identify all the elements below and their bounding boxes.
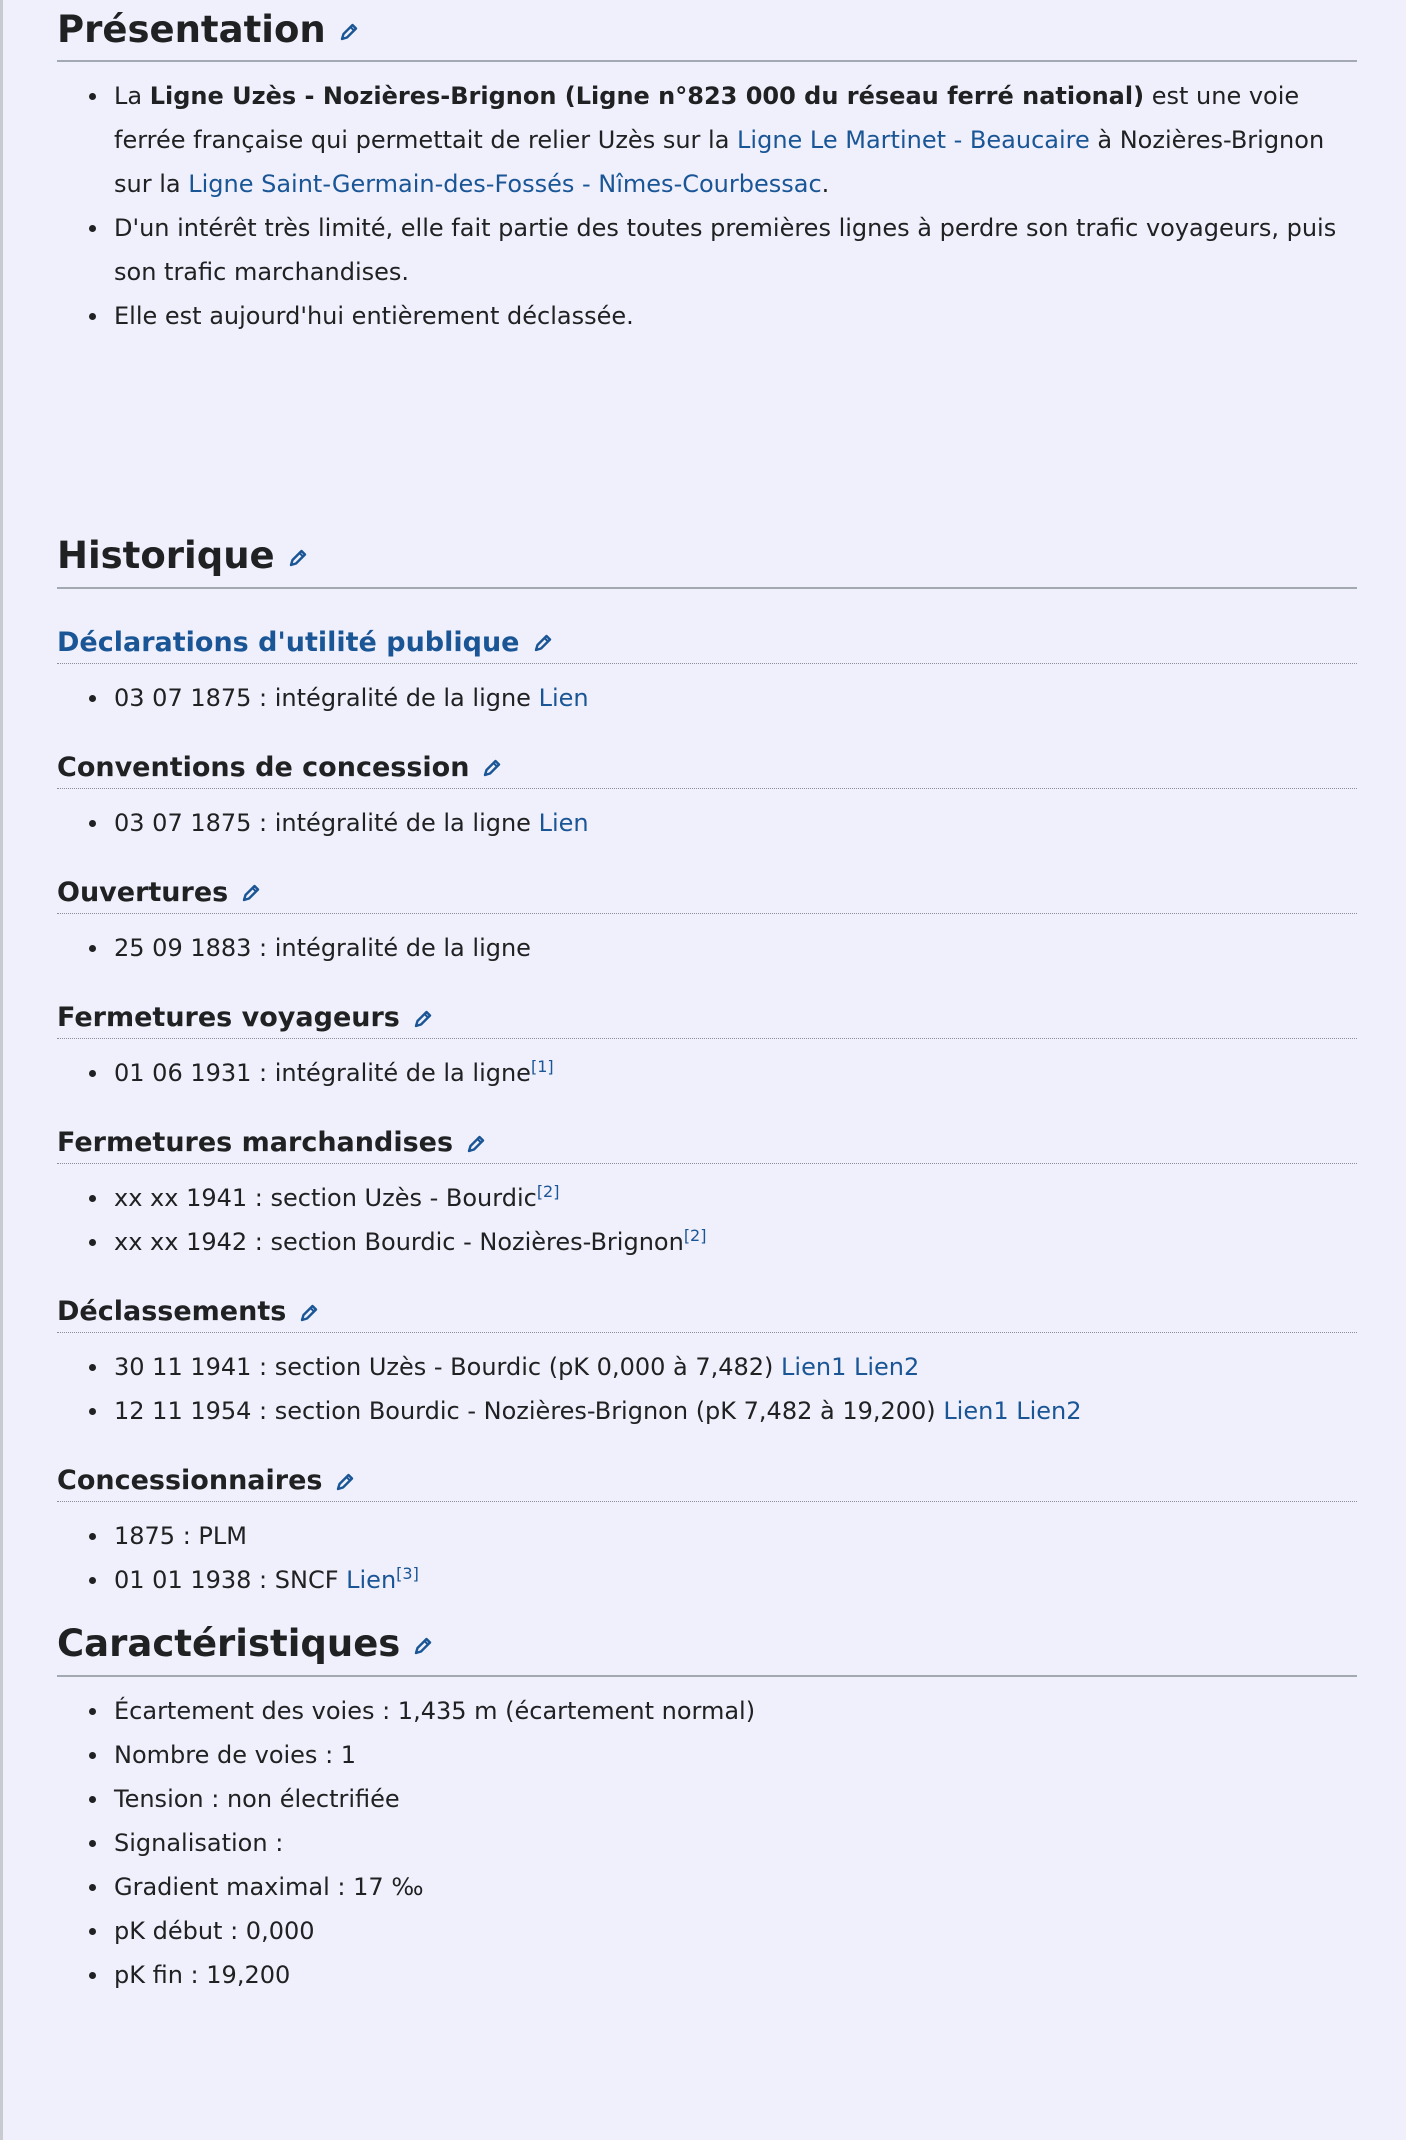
- caracteristiques-list: [57, 1689, 1357, 1997]
- reference-link[interactable]: [2]: [536, 1182, 560, 1202]
- section-title: Présentation: [57, 8, 326, 51]
- reference-link[interactable]: [1]: [530, 1057, 554, 1077]
- line-name-bold: Ligne Uzès - Nozières-Brignon (Ligne n°823 000 du réseau ferré national): [149, 82, 1145, 111]
- text: La: [114, 82, 150, 111]
- pencil-icon[interactable]: [338, 21, 360, 43]
- text: 01 01 1938 : SNCF: [114, 1566, 347, 1595]
- article-content: [57, 0, 1357, 1997]
- fermetures-voyageurs-list: [57, 1051, 1357, 1095]
- lien2-link[interactable]: Lien2: [853, 1353, 920, 1382]
- fermetures-marchandises-list: [57, 1176, 1357, 1264]
- text: 03 07 1875 : intégralité de la ligne: [114, 808, 539, 837]
- lien2-link[interactable]: Lien2: [1016, 1397, 1082, 1426]
- pencil-icon[interactable]: [412, 1008, 434, 1030]
- subsection-title: Fermetures voyageurs: [57, 1002, 400, 1034]
- lien-link[interactable]: Lien: [346, 1566, 397, 1595]
- list-item: [114, 1558, 1357, 1602]
- subsection-title: Déclassements: [57, 1296, 287, 1328]
- subsection-heading-conventions: [57, 750, 1357, 789]
- text: est une voie ferrée française qui permettait de relier Uzès sur la: [114, 82, 1300, 155]
- subsection-title: Conventions de concession: [57, 751, 470, 783]
- lien1-link[interactable]: Lien1: [943, 1397, 1009, 1426]
- list-item: D'un intérêt très limité, elle fait partie des toutes premières lignes à perdre son trafic voyageurs, puis son trafic marchandises.: [114, 206, 1357, 294]
- pencil-icon[interactable]: [465, 1133, 487, 1155]
- subsection-heading-ouvertures: [57, 875, 1357, 914]
- list-item: [114, 801, 1357, 845]
- text: à Nozières-Brignon sur la: [114, 126, 1325, 199]
- subsection-heading-fermetures-voyageurs: [57, 1000, 1357, 1039]
- declassements-list: [57, 1345, 1357, 1433]
- page-left-border: [0, 0, 3, 2140]
- subsection-title: Concessionnaires: [57, 1465, 323, 1497]
- list-item: [114, 676, 1357, 720]
- text: 30 11 1941 : section Uzès - Bourdic (pK 0,000 à 7,482): [114, 1353, 782, 1382]
- section-heading-historique: [57, 534, 1357, 588]
- section-title: Historique: [57, 534, 275, 578]
- subsection-heading-fermetures-marchandises: [57, 1125, 1357, 1164]
- list-item: [114, 1345, 1357, 1389]
- pencil-icon[interactable]: [334, 1471, 356, 1493]
- reference-link[interactable]: [2]: [683, 1226, 707, 1246]
- text: 03 07 1875 : intégralité de la ligne: [114, 683, 539, 712]
- list-item: pK fin : 19,200: [114, 1953, 1357, 1997]
- subsection-title: Ouvertures: [57, 876, 229, 908]
- list-item: [114, 1051, 1357, 1095]
- pencil-icon[interactable]: [481, 757, 503, 779]
- lien-link[interactable]: Lien: [538, 683, 589, 712]
- section-title: Caractéristiques: [57, 1622, 401, 1666]
- lien-link[interactable]: Lien: [538, 808, 589, 837]
- list-item: Écartement des voies : 1,435 m (écartement normal): [114, 1689, 1357, 1733]
- list-item: Signalisation :: [114, 1821, 1357, 1865]
- pencil-icon[interactable]: [532, 632, 554, 654]
- list-item: Nombre de voies : 1: [114, 1733, 1357, 1777]
- list-item: Elle est aujourd'hui entièrement déclassée.: [114, 294, 1357, 338]
- declarations-list: [57, 676, 1357, 720]
- subsection-heading-concessionnaires: [57, 1463, 1357, 1502]
- text: 01 06 1931 : intégralité de la ligne: [114, 1059, 531, 1088]
- ouvertures-list: [57, 926, 1357, 970]
- section-heading-presentation: [57, 8, 1357, 62]
- list-item: Tension : non électrifiée: [114, 1777, 1357, 1821]
- link-ligne-le-martinet-beaucaire[interactable]: Ligne Le Martinet - Beaucaire: [737, 126, 1090, 155]
- concessionnaires-list: [57, 1514, 1357, 1602]
- link-ligne-saint-germain-nimes[interactable]: Ligne Saint-Germain-des-Fossés - Nîmes-Courbessac: [188, 170, 822, 199]
- pencil-icon[interactable]: [298, 1302, 320, 1324]
- subsection-title: Fermetures marchandises: [57, 1127, 454, 1159]
- list-item: 25 09 1883 : intégralité de la ligne: [114, 926, 1357, 970]
- subsection-heading-declarations: [57, 625, 1357, 664]
- subsection-title-link[interactable]: Déclarations d'utilité publique: [57, 626, 520, 658]
- lien1-link[interactable]: Lien1: [781, 1353, 847, 1382]
- subsection-heading-declassements: [57, 1294, 1357, 1333]
- list-item: [114, 1176, 1357, 1220]
- pencil-icon[interactable]: [240, 882, 262, 904]
- presentation-list: [57, 74, 1357, 338]
- pencil-icon[interactable]: [412, 1635, 434, 1657]
- list-item: [114, 74, 1357, 206]
- text: xx xx 1941 : section Uzès - Bourdic: [114, 1184, 537, 1213]
- list-item: pK début : 0,000: [114, 1909, 1357, 1953]
- list-item: [114, 1389, 1357, 1433]
- text: xx xx 1942 : section Bourdic - Nozières-Brignon: [114, 1228, 684, 1257]
- list-item: [114, 1220, 1357, 1264]
- reference-link[interactable]: [3]: [396, 1564, 419, 1584]
- text: 12 11 1954 : section Bourdic - Nozières-Brignon (pK 7,482 à 19,200): [114, 1397, 944, 1426]
- list-item: 1875 : PLM: [114, 1514, 1357, 1558]
- section-heading-caracteristiques: [57, 1622, 1357, 1676]
- pencil-icon[interactable]: [287, 547, 309, 569]
- list-item: Gradient maximal : 17 ‰: [114, 1865, 1357, 1909]
- conventions-list: [57, 801, 1357, 845]
- text: .: [821, 170, 830, 199]
